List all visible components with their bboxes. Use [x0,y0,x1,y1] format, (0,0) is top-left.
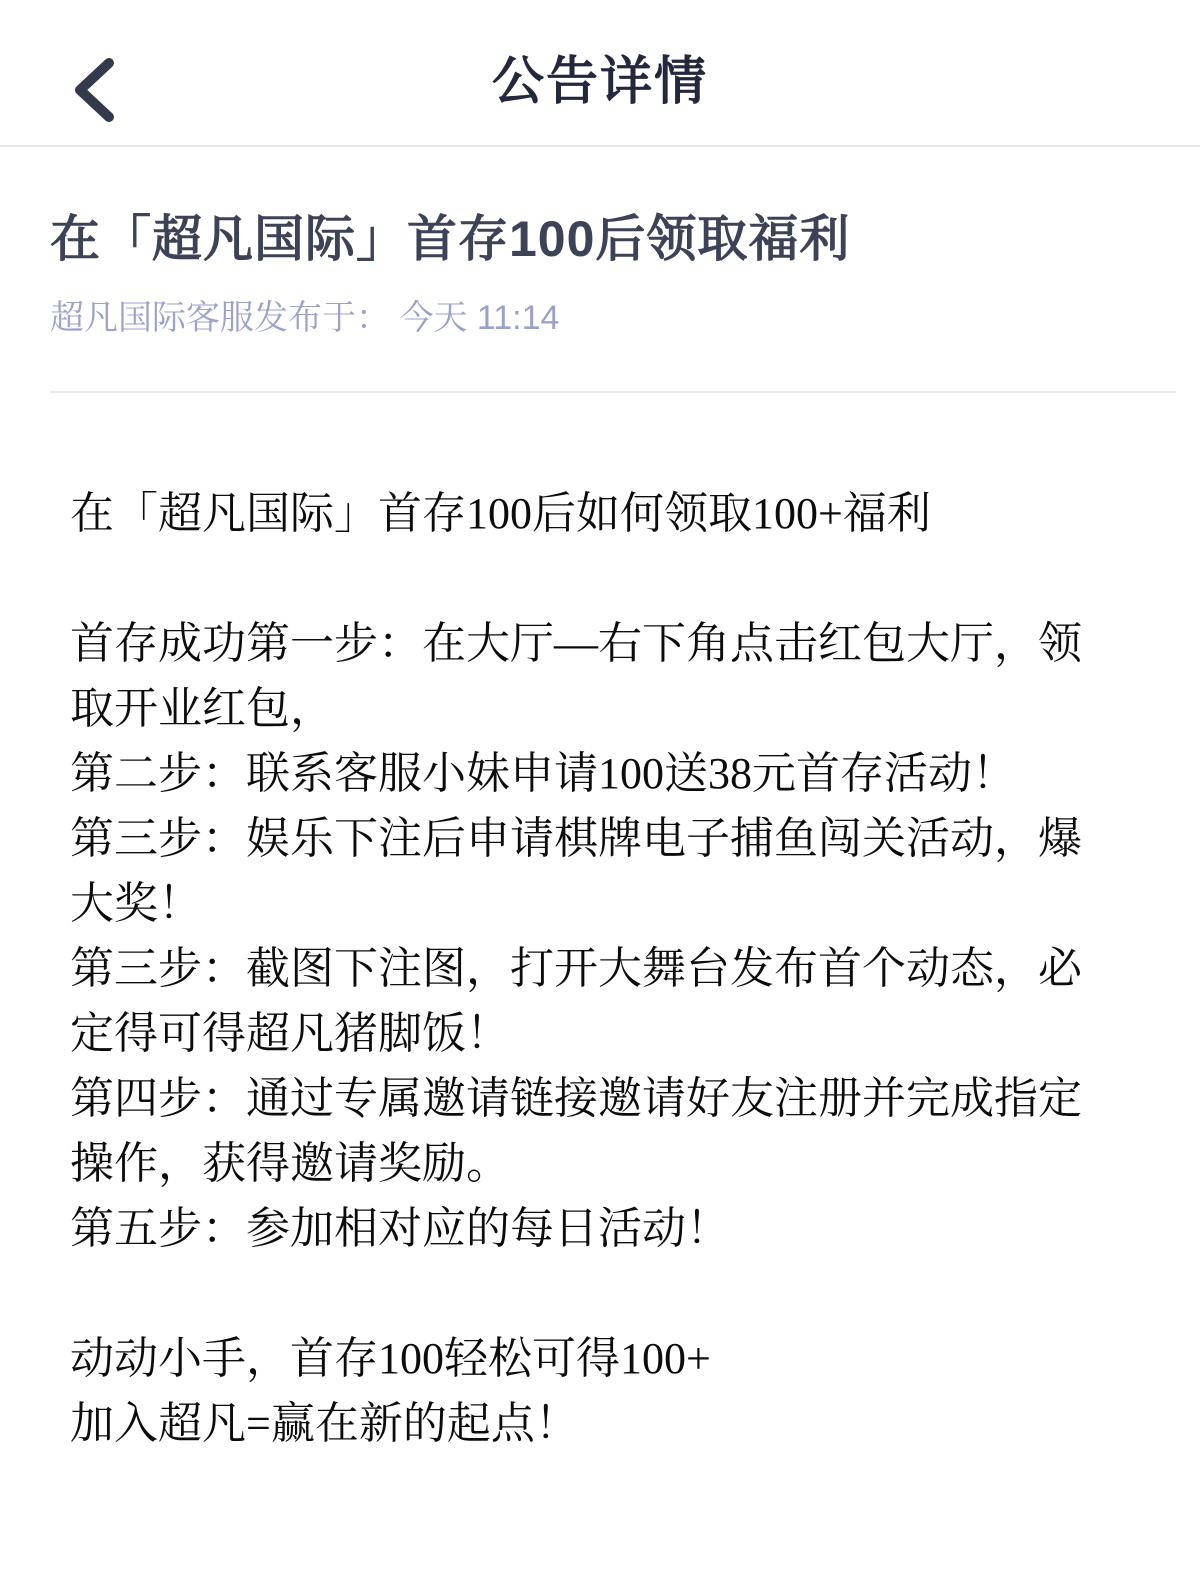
announcement-title: 在「超凡国际」首存100后领取福利 [50,211,851,267]
body-paragraph: 在「超凡国际」首存100后如何领取100+福利 [70,488,931,538]
announcement-header [0,207,1200,339]
body-paragraph: 首存成功第一步：在大厅—右下角点击红包大厅，领取开业红包， [70,618,1082,733]
announcement-body [0,393,1110,1456]
page-title: 公告详情 [491,53,708,111]
back-button[interactable] [58,52,128,130]
top-bar [0,0,1200,147]
chevron-left-icon [69,58,117,122]
announcement-meta: 超凡国际客服发布于： 今天 11:14 [50,299,560,337]
body-paragraph: 动动小手，首存100轻松可得100+ [70,1333,711,1383]
body-paragraph: 第三步：娱乐下注后申请棋牌电子捕鱼闯关活动，爆大奖！ [70,813,1082,928]
body-paragraph: 第三步：截图下注图，打开大舞台发布首个动态，必定得可得超凡猪脚饭！ [70,943,1082,1058]
body-paragraph: 第五步：参加相对应的每日活动！ [70,1203,730,1253]
body-paragraph: 第四步：通过专属邀请链接邀请好友注册并完成指定操作，获得邀请奖励。 [70,1073,1082,1188]
body-paragraph: 第二步：联系客服小妹申请100送38元首存活动！ [70,748,1016,798]
body-paragraph: 加入超凡=赢在新的起点！ [70,1398,579,1448]
